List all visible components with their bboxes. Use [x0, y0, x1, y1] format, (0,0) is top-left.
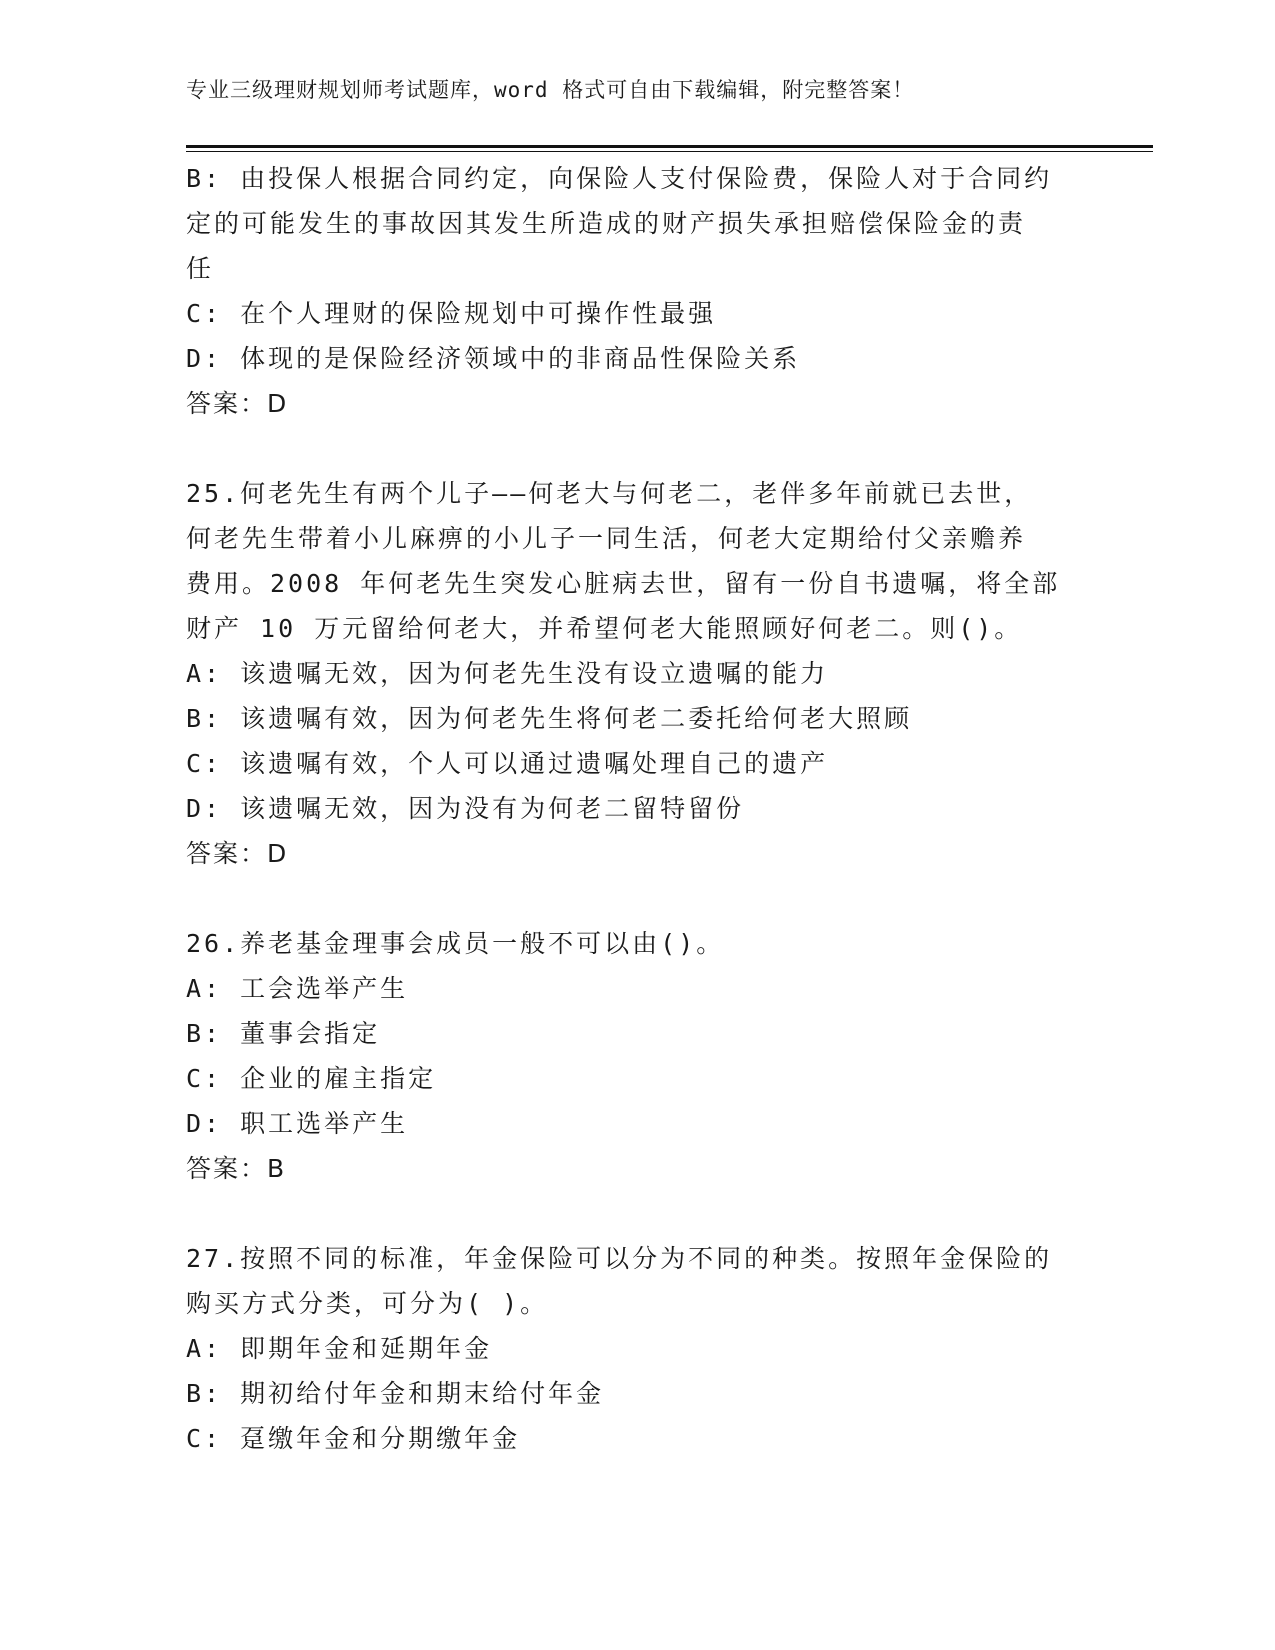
question-text-line: 26.养老基金理事会成员一般不可以由()。	[186, 929, 725, 958]
option-c: C: 该遗嘱有效，个人可以通过遗嘱处理自己的遗产	[186, 749, 829, 778]
question-text-line: 何老先生带着小儿麻痹的小儿子一同生活，何老大定期给付父亲赡养	[186, 524, 1027, 553]
option-c: C: 企业的雇主指定	[186, 1064, 437, 1093]
question-text-line: 27.按照不同的标准，年金保险可以分为不同的种类。按照年金保险的	[186, 1244, 1053, 1273]
page-header: 专业三级理财规划师考试题库，word 格式可自由下载编辑，附完整答案！	[186, 78, 915, 102]
question-text-line: 购买方式分类，可分为( )。	[186, 1289, 549, 1318]
option-b: B: 期初给付年金和期末给付年金	[186, 1379, 605, 1408]
spacer	[186, 1191, 1086, 1236]
option-d: D: 该遗嘱无效，因为没有为何老二留特留份	[186, 794, 745, 823]
header-rule-thin	[186, 151, 1153, 152]
question-27	[186, 1236, 1086, 1461]
answer-label: 答案：B	[186, 1154, 287, 1183]
question-text-line: 费用。2008 年何老先生突发心脏病去世，留有一份自书遗嘱，将全部	[186, 569, 1061, 598]
header-rule-thick	[186, 145, 1153, 148]
option-b-line: 任	[186, 254, 215, 283]
option-a: A: 工会选举产生	[186, 974, 409, 1003]
option-a: A: 即期年金和延期年金	[186, 1334, 493, 1363]
option-b: B: 该遗嘱有效，因为何老先生将何老二委托给何老大照顾	[186, 704, 913, 733]
answer-label: 答案：D	[186, 389, 289, 418]
question-25	[186, 471, 1086, 876]
option-d: D: 体现的是保险经济领域中的非商品性保险关系	[186, 344, 801, 373]
option-d: D: 职工选举产生	[186, 1109, 409, 1138]
option-b-line: 定的可能发生的事故因其发生所造成的财产损失承担赔偿保险金的责	[186, 209, 1027, 238]
option-b-line: B: 由投保人根据合同约定，向保险人支付保险费，保险人对于合同约	[186, 164, 1053, 193]
spacer	[186, 426, 1086, 471]
question-text-line: 财产 10 万元留给何老大，并希望何老大能照顾好何老二。则()。	[186, 614, 1023, 643]
question-26	[186, 921, 1086, 1191]
document-content	[186, 156, 1086, 1461]
option-c: C: 趸缴年金和分期缴年金	[186, 1424, 521, 1453]
option-c: C: 在个人理财的保险规划中可操作性最强	[186, 299, 717, 328]
option-a: A: 该遗嘱无效，因为何老先生没有设立遗嘱的能力	[186, 659, 829, 688]
spacer	[186, 876, 1086, 921]
answer-label: 答案：D	[186, 839, 289, 868]
option-b: B: 董事会指定	[186, 1019, 381, 1048]
question-24-continuation	[186, 156, 1086, 426]
question-text-line: 25.何老先生有两个儿子——何老大与何老二，老伴多年前就已去世，	[186, 479, 1033, 508]
